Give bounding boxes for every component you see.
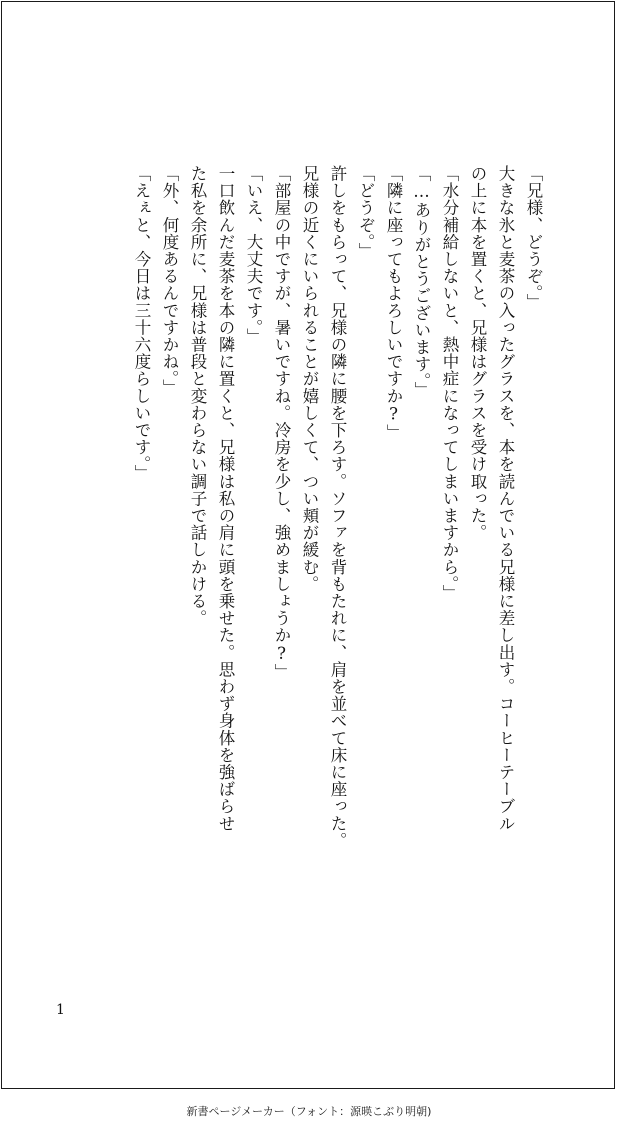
text-line: た私を余所に、兄様は普段と変わらない調子で話しかける。 xyxy=(188,165,207,627)
text-line: 「水分補給しないと、熱中症になってしまいますから。」 xyxy=(440,165,459,602)
text-line: 「部屋の中ですが、暑いですね。冷房を少し、強めましょうか?」 xyxy=(272,165,291,681)
footer-credit: 新書ページメーカー（フォント：源暎こぶり明朝) xyxy=(186,1105,432,1118)
text-line: 一口飲んだ麦茶を本の隣に置くと、兄様は私の肩に頭を乗せた。思わず身体を強ばらせ xyxy=(216,165,235,832)
text-line: 「いえ、大丈夫です。」 xyxy=(244,165,263,345)
text-line: 許しをもらって、兄様の隣に腰を下ろす。ソファを背もたれに、肩を並べて床に座った。 xyxy=(328,165,347,849)
text-line: 「えぇと、今日は三十六度らしいです。」 xyxy=(132,165,151,482)
book-page xyxy=(1,1,615,1089)
page-number: 1 xyxy=(56,1002,65,1018)
text-line: 「兄様、どうぞ。」 xyxy=(524,165,543,311)
text-line: 「どうぞ。」 xyxy=(356,165,375,260)
text-line: 「外、何度あるんですかね。」 xyxy=(160,165,179,397)
text-line: 大きな氷と麦茶の入ったグラスを、本を読んでいる兄様に差し出す。コーヒーテーブル xyxy=(496,165,515,832)
text-line: 「…ありがとうございます。」 xyxy=(412,165,431,399)
text-line: 「隣に座ってもよろしいですか?」 xyxy=(384,165,403,442)
text-line: 兄様の近くにいられることが嬉しくて、つい頬が緩む。 xyxy=(300,165,319,593)
text-line: の上に本を置くと、兄様はグラスを受け取った。 xyxy=(468,165,487,542)
